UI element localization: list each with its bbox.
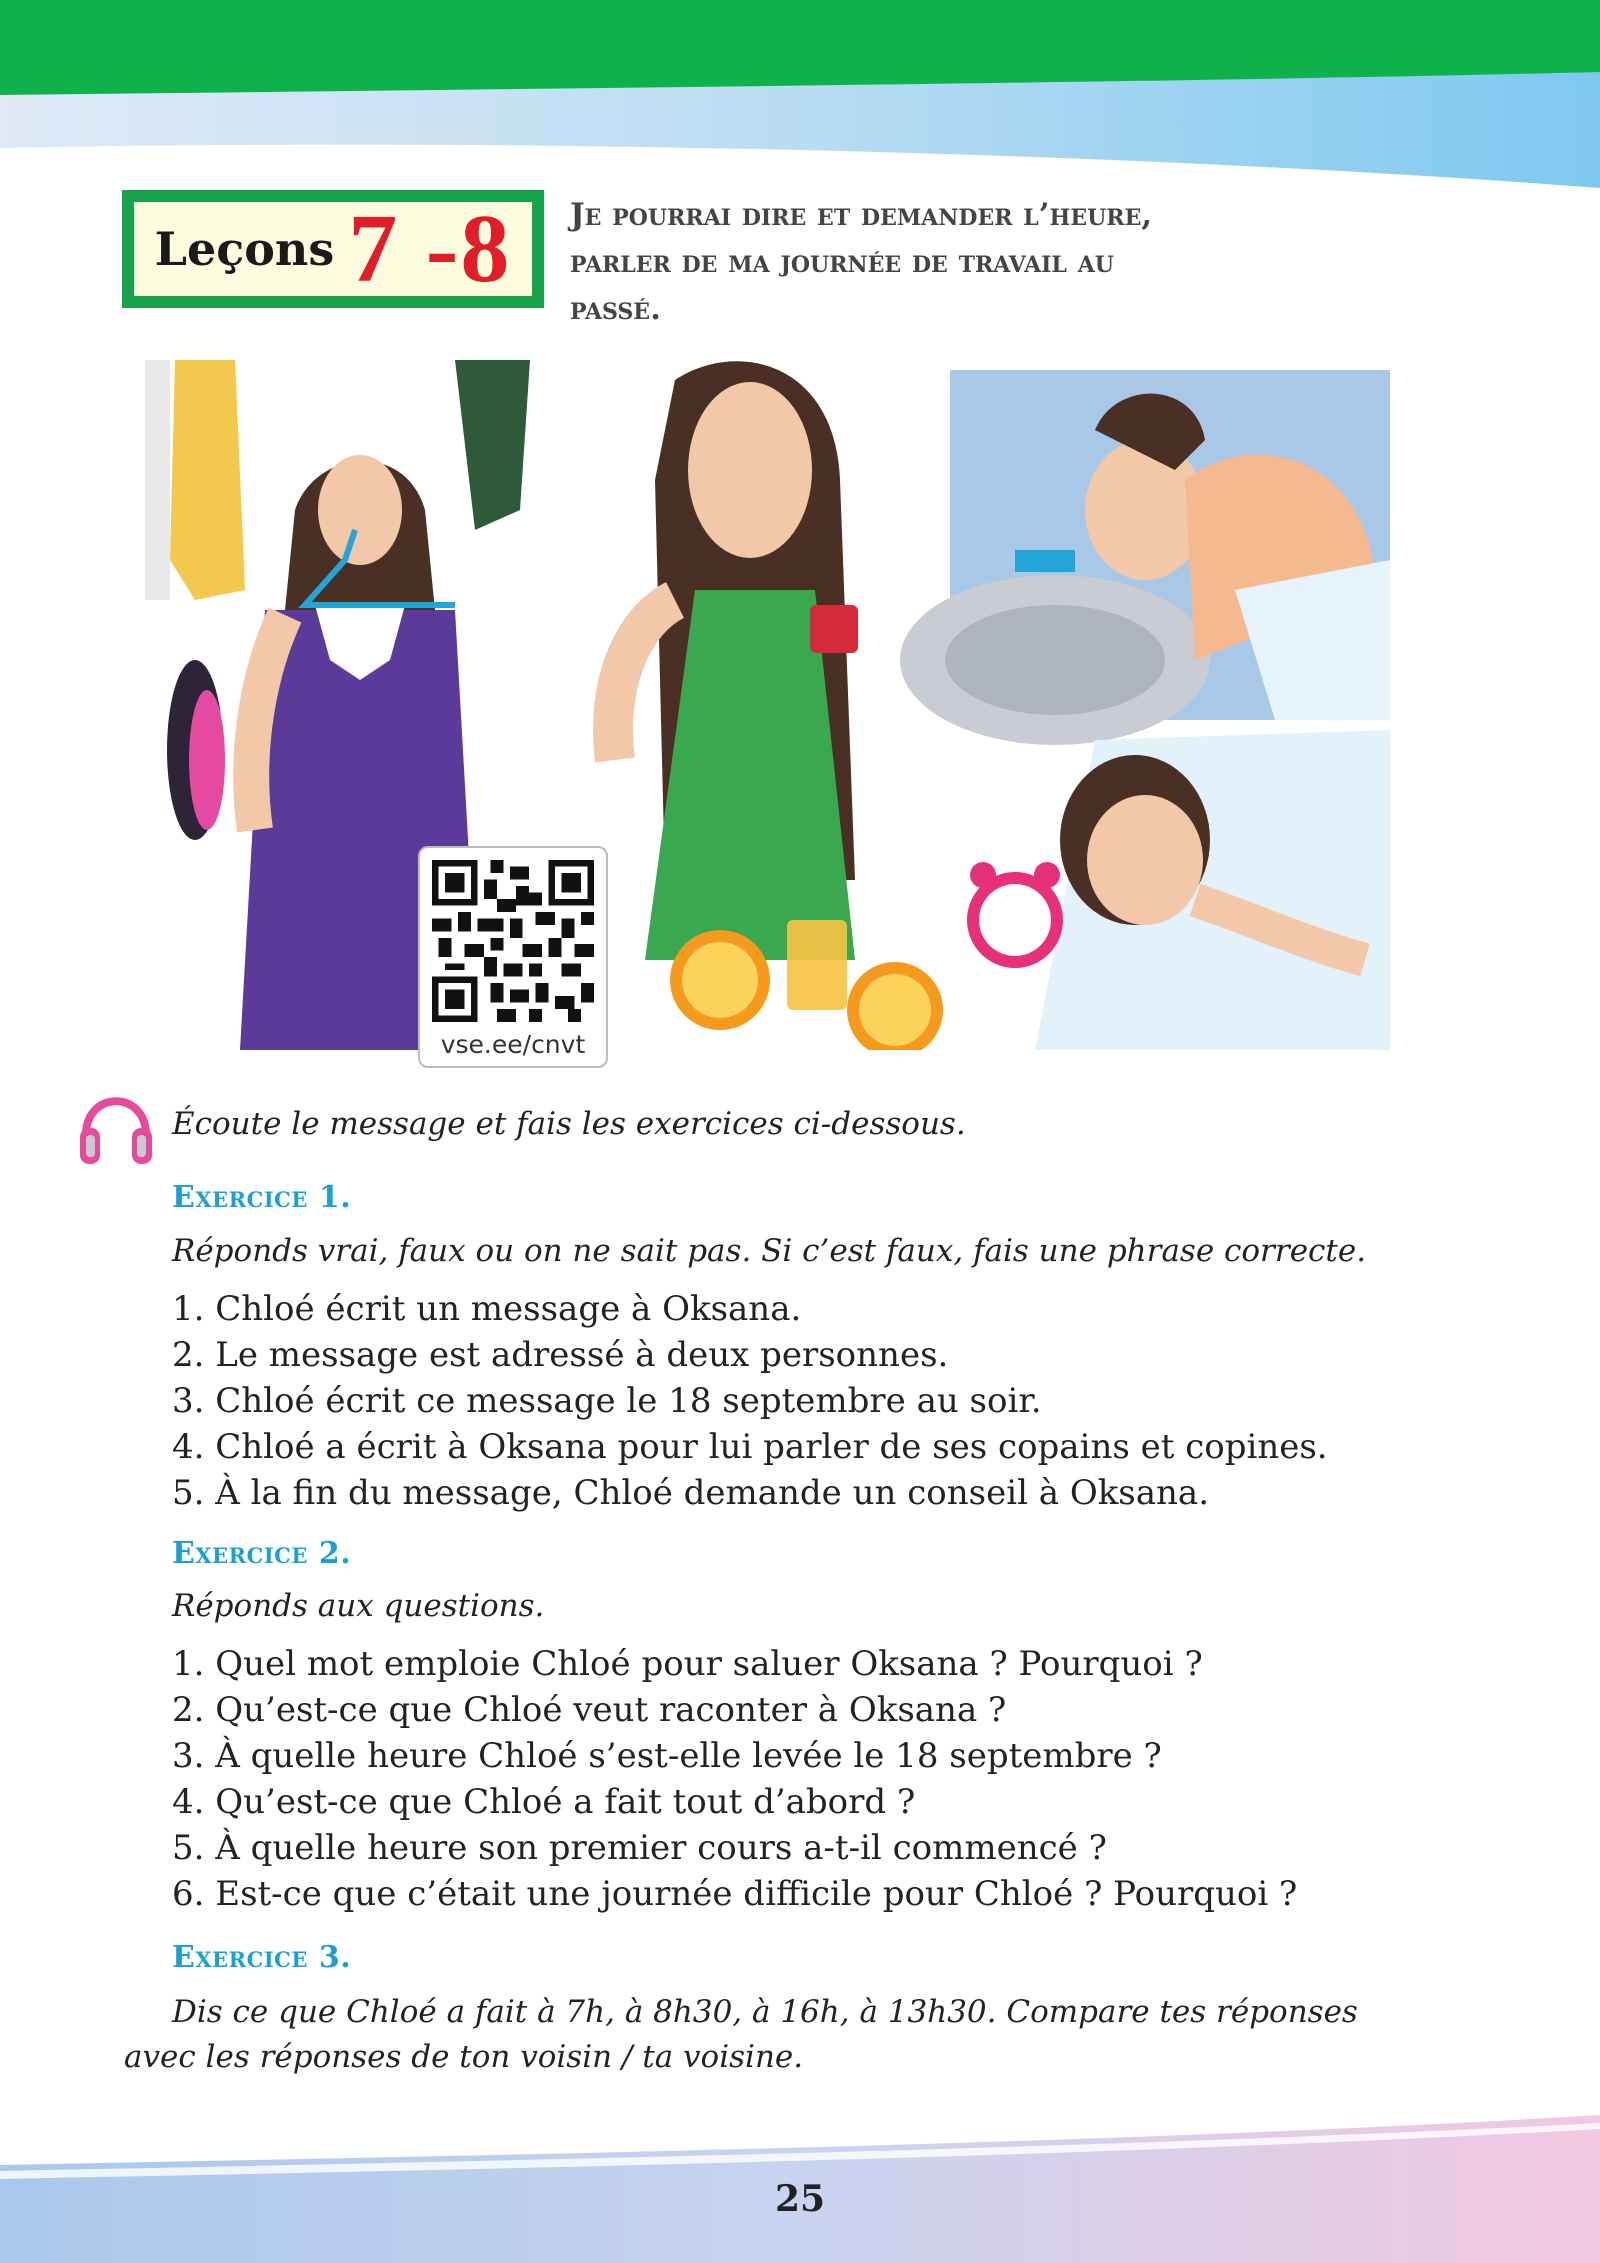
headphones-icon[interactable] [76, 1080, 156, 1172]
breakfast-scene [613, 361, 943, 1050]
exercise-2-items [172, 1641, 1297, 1917]
lesson-badge [122, 190, 544, 308]
lesson-goal [570, 192, 1390, 333]
audio-instruction: Écoute le message et fais les exercices ci-dessous. [172, 1106, 966, 1142]
header-band [0, 0, 1600, 190]
lesson-number: 7 -8 [348, 195, 512, 303]
exercise-1-items [172, 1286, 1328, 1516]
qr-link[interactable]: vse.ee/cnvt [440, 1030, 586, 1059]
list-item: 1. Chloé écrit un message à Oksana. [172, 1289, 802, 1329]
waking-up-scene [967, 730, 1390, 1050]
page-number: 25 [774, 2178, 826, 2220]
list-item: 5. À la fin du message, Chloé demande un conseil à Oksana. [172, 1473, 1209, 1513]
bathroom-scene [900, 370, 1390, 745]
list-item: 1. Quel mot emploie Chloé pour saluer Oksana ? Pourquoi ? [172, 1644, 1203, 1684]
qr-card[interactable] [418, 846, 608, 1068]
exercise-1-instruction: Réponds vrai, faux ou on ne sait pas. Si c’est faux, fais une phrase correcte. [172, 1233, 1367, 1269]
list-item: 3. À quelle heure Chloé s’est-elle levée le 18 septembre ? [172, 1736, 1162, 1776]
exercise-3-instruction-line: Dis ce que Chloé a fait à 7h, à 8h30, à 16h, à 13h30. Compare tes réponses [172, 1994, 1358, 2030]
lesson-goal-line: passé. [570, 291, 661, 327]
list-item: 4. Qu’est-ce que Chloé a fait tout d’abord ? [172, 1782, 916, 1822]
list-item: 2. Le message est adressé à deux personnes. [172, 1335, 949, 1375]
morning-routine-illustration [135, 360, 1390, 1050]
list-item: 6. Est-ce que c’était une journée difficile pour Chloé ? Pourquoi ? [172, 1874, 1298, 1914]
exercise-2-instruction: Réponds aux questions. [172, 1588, 545, 1624]
exercise-3-instruction-line: avec les réponses de ton voisin / ta voisine. [124, 2039, 804, 2075]
lesson-badge-inner [134, 195, 532, 303]
list-item: 5. À quelle heure son premier cours a-t-il commencé ? [172, 1828, 1107, 1868]
exercise-1-title: Exercice 1. [172, 1180, 352, 1215]
lesson-word: Leçons [154, 222, 335, 276]
list-item: 3. Chloé écrit ce message le 18 septembre au soir. [172, 1381, 1042, 1421]
exercise-2-title: Exercice 2. [172, 1536, 352, 1571]
lesson-goal-line: Je pourrai dire et demander l’heure, [570, 197, 1153, 233]
list-item: 4. Chloé a écrit à Oksana pour lui parler de ses copains et copines. [172, 1427, 1328, 1467]
list-item: 2. Qu’est-ce que Chloé veut raconter à Oksana ? [172, 1690, 1007, 1730]
exercise-3-title: Exercice 3. [172, 1940, 352, 1975]
qr-code-icon[interactable] [432, 860, 594, 1022]
lesson-goal-line: parler de ma journée de travail au [570, 244, 1114, 280]
exercise-3-instruction [124, 1990, 1424, 2080]
